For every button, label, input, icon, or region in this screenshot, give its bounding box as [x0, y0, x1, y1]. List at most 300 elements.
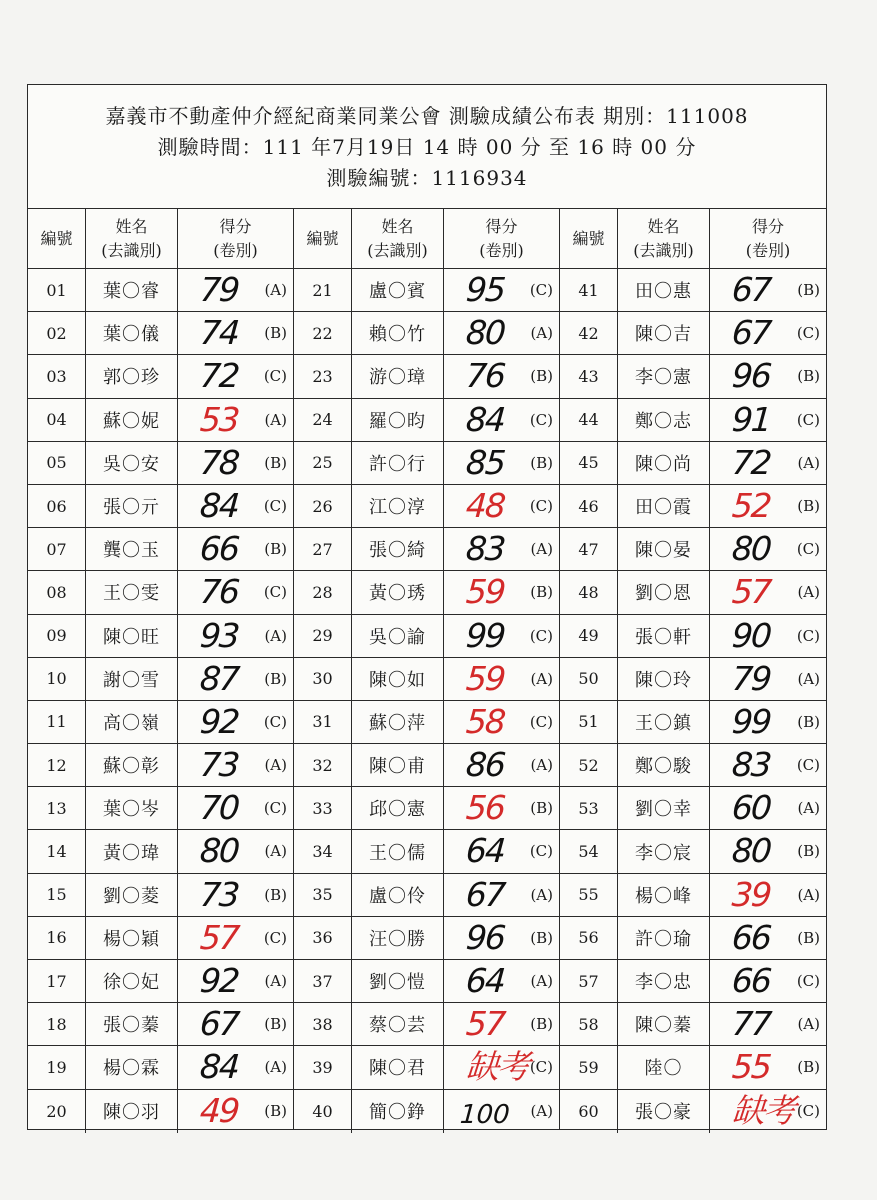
candidate-name: 劉〇愷	[352, 960, 444, 1002]
handwritten-score: 80	[464, 313, 506, 353]
table-row	[28, 615, 293, 658]
paper-type: (B)	[530, 799, 553, 818]
handwritten-score: 56	[464, 788, 506, 828]
handwritten-score: 55	[730, 1047, 772, 1087]
handwritten-score: 93	[198, 615, 240, 655]
paper-type: (C)	[796, 972, 820, 990]
row-number: 11	[28, 701, 86, 743]
score-cell	[178, 917, 293, 959]
row-number: 26	[294, 485, 352, 527]
score-cell	[710, 701, 826, 743]
table-row	[28, 787, 293, 830]
paper-type: (A)	[264, 1058, 287, 1077]
paper-type: (B)	[797, 712, 820, 731]
candidate-name: 楊〇穎	[86, 917, 178, 959]
handwritten-score: 59	[464, 572, 506, 612]
score-cell	[178, 485, 293, 527]
score-cell	[710, 960, 826, 1002]
handwritten-score: 95	[464, 270, 506, 309]
table-row	[28, 658, 293, 701]
candidate-name: 龔〇玉	[86, 528, 178, 570]
paper-type: (B)	[797, 1058, 820, 1077]
candidate-name: 劉〇幸	[618, 787, 710, 829]
row-number: 33	[294, 787, 352, 829]
row-number: 27	[294, 528, 352, 570]
paper-type: (C)	[263, 712, 287, 731]
candidate-name: 陳〇如	[352, 658, 444, 700]
score-column-block	[560, 209, 826, 1129]
score-cell	[178, 1003, 293, 1045]
handwritten-score: 67	[198, 1004, 240, 1044]
row-number: 47	[560, 528, 618, 570]
score-cell	[444, 960, 559, 1002]
row-number: 02	[28, 312, 86, 354]
score-cell	[710, 874, 826, 916]
handwritten-score: 100	[458, 1099, 511, 1130]
candidate-name: 游〇璋	[352, 355, 444, 397]
handwritten-score: 74	[198, 313, 240, 353]
row-number: 08	[28, 571, 86, 613]
table-row	[294, 269, 559, 312]
handwritten-score: 80	[198, 831, 240, 871]
row-number: 28	[294, 571, 352, 613]
table-row	[294, 442, 559, 485]
candidate-name: 賴〇竹	[352, 312, 444, 354]
candidate-name: 蔡〇芸	[352, 1003, 444, 1045]
handwritten-score: 99	[464, 615, 506, 655]
handwritten-score: 77	[730, 1004, 772, 1044]
sheet-header	[28, 85, 826, 209]
candidate-name: 陳〇晏	[618, 528, 710, 570]
row-number: 24	[294, 399, 352, 441]
paper-type: (C)	[796, 756, 820, 775]
paper-type: (C)	[796, 324, 820, 343]
handwritten-score: 57	[730, 572, 772, 612]
score-cell	[444, 312, 559, 354]
score-cell	[178, 355, 293, 397]
column-header-row	[294, 209, 559, 269]
candidate-name: 陳〇蓁	[618, 1003, 710, 1045]
paper-type: (B)	[797, 367, 820, 386]
handwritten-score: 64	[464, 961, 506, 1000]
table-row	[294, 399, 559, 442]
table-row	[28, 528, 293, 571]
handwritten-score: 73	[198, 874, 240, 914]
header-score-sub: (卷別)	[479, 240, 524, 260]
score-cell	[178, 442, 293, 484]
row-number: 07	[28, 528, 86, 570]
handwritten-score: 80	[730, 831, 772, 871]
score-sheet	[27, 84, 827, 1130]
score-cell	[178, 528, 293, 570]
row-number: 03	[28, 355, 86, 397]
table-row	[560, 312, 826, 355]
paper-type: (C)	[796, 626, 820, 645]
row-number: 15	[28, 874, 86, 916]
handwritten-score: 76	[464, 356, 506, 396]
score-cell	[444, 917, 559, 959]
header-num-label: 編號	[572, 228, 605, 248]
row-number: 50	[560, 658, 618, 700]
table-row	[294, 1046, 559, 1089]
paper-type: (A)	[797, 885, 820, 904]
handwritten-score: 80	[730, 529, 772, 569]
table-row	[294, 701, 559, 744]
score-column-block	[294, 209, 560, 1129]
row-number: 46	[560, 485, 618, 527]
score-cell	[710, 399, 826, 441]
paper-type: (A)	[797, 799, 820, 818]
paper-type: (C)	[529, 496, 553, 515]
candidate-name: 吳〇安	[86, 442, 178, 484]
candidate-name: 葉〇儀	[86, 312, 178, 354]
row-number: 60	[560, 1090, 618, 1133]
row-number: 51	[560, 701, 618, 743]
table-row	[560, 1090, 826, 1133]
table-row	[560, 571, 826, 614]
row-number: 59	[560, 1046, 618, 1088]
header-num-label: 編號	[306, 228, 339, 248]
table-row	[28, 917, 293, 960]
row-number: 23	[294, 355, 352, 397]
handwritten-score: 70	[198, 788, 240, 828]
table-row	[28, 485, 293, 528]
score-cell	[444, 1090, 559, 1133]
table-row	[28, 269, 293, 312]
score-cell	[710, 658, 826, 700]
handwritten-score: 76	[198, 572, 240, 612]
row-number: 14	[28, 830, 86, 872]
handwritten-score: 67	[730, 313, 772, 353]
handwritten-score: 67	[730, 270, 772, 309]
candidate-name: 陳〇旺	[86, 615, 178, 657]
score-cell	[710, 571, 826, 613]
paper-type: (A)	[264, 972, 287, 990]
score-cell	[710, 1003, 826, 1045]
row-number: 49	[560, 615, 618, 657]
row-number: 19	[28, 1046, 86, 1088]
header-name-label: 姓名	[115, 216, 148, 236]
paper-type: (C)	[529, 626, 553, 645]
score-cell	[710, 615, 826, 657]
header-score	[444, 209, 559, 268]
handwritten-score: 59	[464, 658, 506, 698]
score-cell	[444, 615, 559, 657]
score-cell	[444, 744, 559, 786]
paper-type: (C)	[529, 410, 553, 429]
paper-type: (A)	[530, 540, 553, 559]
score-grid	[28, 209, 826, 1129]
paper-type: (C)	[796, 1101, 820, 1120]
paper-type: (B)	[797, 281, 820, 299]
table-row	[294, 658, 559, 701]
paper-type: (A)	[264, 756, 287, 775]
header-score-label: 得分	[485, 216, 518, 236]
candidate-name: 李〇憲	[618, 355, 710, 397]
table-row	[560, 830, 826, 873]
handwritten-score: 49	[198, 1090, 240, 1130]
row-number: 01	[28, 269, 86, 311]
row-number: 35	[294, 874, 352, 916]
handwritten-score: 60	[730, 788, 772, 828]
exam-time: 測驗時間：111 年7月19日 14 時 00 分 至 16 時 00 分	[157, 135, 697, 159]
table-row	[28, 960, 293, 1003]
score-cell	[444, 269, 559, 311]
table-row	[294, 830, 559, 873]
header-name-label: 姓名	[647, 216, 680, 236]
candidate-name: 劉〇恩	[618, 571, 710, 613]
row-number: 56	[560, 917, 618, 959]
candidate-name: 王〇儒	[352, 830, 444, 872]
table-row	[560, 355, 826, 398]
score-cell	[444, 442, 559, 484]
header-num	[294, 209, 352, 268]
candidate-name: 羅〇昀	[352, 399, 444, 441]
column-header-row	[560, 209, 826, 269]
table-row	[294, 312, 559, 355]
table-row	[28, 1046, 293, 1089]
paper-type: (A)	[530, 972, 553, 990]
row-number: 09	[28, 615, 86, 657]
handwritten-score: 52	[730, 485, 772, 525]
row-number: 18	[28, 1003, 86, 1045]
header-name-sub: (去識別)	[101, 240, 162, 260]
header-num-label: 編號	[40, 228, 73, 248]
paper-type: (A)	[797, 583, 820, 602]
paper-type: (B)	[530, 583, 553, 602]
paper-type: (A)	[530, 669, 553, 688]
paper-type: (C)	[529, 281, 553, 299]
table-row	[294, 528, 559, 571]
paper-type: (B)	[797, 842, 820, 861]
table-row	[28, 701, 293, 744]
paper-type: (A)	[264, 842, 287, 861]
score-cell	[178, 615, 293, 657]
handwritten-score: 99	[730, 701, 772, 741]
handwritten-score: 92	[198, 701, 240, 741]
table-row	[560, 701, 826, 744]
table-row	[294, 571, 559, 614]
table-row	[560, 1046, 826, 1089]
paper-type: (C)	[263, 583, 287, 602]
paper-type: (B)	[530, 367, 553, 386]
handwritten-score: 67	[464, 874, 506, 914]
handwritten-score: 79	[198, 270, 240, 309]
row-number: 41	[560, 269, 618, 311]
score-cell	[178, 1046, 293, 1088]
candidate-name: 邱〇憲	[352, 787, 444, 829]
candidate-name: 黃〇瑋	[86, 830, 178, 872]
candidate-name: 張〇綺	[352, 528, 444, 570]
score-cell	[710, 830, 826, 872]
score-cell	[710, 528, 826, 570]
header-name	[352, 209, 444, 268]
header-score-sub: (卷別)	[213, 240, 258, 260]
header-score-label: 得分	[219, 216, 252, 236]
header-num	[28, 209, 86, 268]
candidate-name: 蘇〇萍	[352, 701, 444, 743]
paper-type: (A)	[264, 410, 287, 429]
handwritten-score: 72	[198, 356, 240, 396]
handwritten-score: 72	[730, 442, 772, 482]
table-row	[294, 917, 559, 960]
paper-type: (B)	[797, 928, 820, 947]
score-column-block	[28, 209, 294, 1129]
row-number: 39	[294, 1046, 352, 1088]
table-row	[28, 744, 293, 787]
paper-type: (B)	[530, 928, 553, 947]
column-header-row	[28, 209, 293, 269]
table-row	[294, 355, 559, 398]
score-cell	[710, 355, 826, 397]
table-row	[294, 874, 559, 917]
header-num	[560, 209, 618, 268]
handwritten-score: 92	[198, 961, 240, 1000]
candidate-name: 張〇亓	[86, 485, 178, 527]
table-row	[294, 485, 559, 528]
paper-type: (C)	[263, 799, 287, 818]
header-score	[178, 209, 293, 268]
candidate-name: 田〇霞	[618, 485, 710, 527]
handwritten-score: 缺考	[730, 1090, 796, 1130]
handwritten-score: 缺考	[464, 1047, 530, 1087]
paper-type: (A)	[797, 453, 820, 472]
paper-type: (C)	[529, 1058, 553, 1077]
score-cell	[710, 312, 826, 354]
score-cell	[178, 874, 293, 916]
candidate-name: 葉〇睿	[86, 269, 178, 311]
row-number: 22	[294, 312, 352, 354]
candidate-name: 盧〇伶	[352, 874, 444, 916]
handwritten-score: 73	[198, 745, 240, 785]
handwritten-score: 57	[464, 1004, 506, 1044]
score-cell	[710, 442, 826, 484]
paper-type: (B)	[264, 324, 287, 343]
table-row	[28, 442, 293, 485]
candidate-name: 徐〇妃	[86, 960, 178, 1002]
row-number: 40	[294, 1090, 352, 1133]
handwritten-score: 83	[464, 529, 506, 569]
handwritten-score: 84	[464, 399, 506, 439]
table-row	[294, 744, 559, 787]
paper-type: (A)	[264, 281, 287, 299]
table-row	[560, 917, 826, 960]
candidate-name: 王〇雯	[86, 571, 178, 613]
candidate-name: 張〇蓁	[86, 1003, 178, 1045]
row-number: 43	[560, 355, 618, 397]
table-row	[28, 1090, 293, 1133]
table-row	[28, 571, 293, 614]
row-number: 31	[294, 701, 352, 743]
candidate-name: 高〇嶺	[86, 701, 178, 743]
handwritten-score: 48	[464, 485, 506, 525]
candidate-name: 陳〇吉	[618, 312, 710, 354]
header-name	[618, 209, 710, 268]
paper-type: (A)	[797, 1015, 820, 1034]
paper-type: (B)	[264, 453, 287, 472]
table-row	[560, 1003, 826, 1046]
row-number: 06	[28, 485, 86, 527]
paper-type: (C)	[796, 410, 820, 429]
candidate-name: 鄭〇駿	[618, 744, 710, 786]
paper-type: (B)	[264, 540, 287, 559]
candidate-name: 王〇鎮	[618, 701, 710, 743]
candidate-name: 盧〇賓	[352, 269, 444, 311]
paper-type: (C)	[263, 496, 287, 515]
header-name-sub: (去識別)	[633, 240, 694, 260]
table-row	[28, 830, 293, 873]
score-cell	[444, 830, 559, 872]
paper-type: (A)	[797, 669, 820, 688]
row-number: 29	[294, 615, 352, 657]
row-number: 21	[294, 269, 352, 311]
row-number: 57	[560, 960, 618, 1002]
paper-type: (B)	[264, 1015, 287, 1034]
paper-type: (C)	[529, 712, 553, 731]
paper-type: (A)	[530, 756, 553, 775]
table-row	[560, 787, 826, 830]
candidate-name: 楊〇峰	[618, 874, 710, 916]
candidate-name: 楊〇霖	[86, 1046, 178, 1088]
row-number: 38	[294, 1003, 352, 1045]
score-cell	[710, 485, 826, 527]
score-cell	[710, 1046, 826, 1088]
handwritten-score: 91	[730, 399, 772, 439]
row-number: 45	[560, 442, 618, 484]
handwritten-score: 66	[730, 961, 772, 1000]
paper-type: (C)	[263, 928, 287, 947]
score-cell	[178, 399, 293, 441]
handwritten-score: 66	[198, 529, 240, 569]
handwritten-score: 87	[198, 658, 240, 698]
score-cell	[178, 701, 293, 743]
score-cell	[444, 355, 559, 397]
paper-type: (C)	[796, 540, 820, 559]
handwritten-score: 84	[198, 485, 240, 525]
score-cell	[178, 787, 293, 829]
score-cell	[178, 658, 293, 700]
paper-type: (A)	[530, 885, 553, 904]
candidate-name: 張〇軒	[618, 615, 710, 657]
row-number: 52	[560, 744, 618, 786]
paper-type: (B)	[797, 496, 820, 515]
candidate-name: 許〇瑜	[618, 917, 710, 959]
row-number: 32	[294, 744, 352, 786]
table-row	[560, 399, 826, 442]
paper-type: (A)	[530, 324, 553, 343]
row-number: 10	[28, 658, 86, 700]
score-cell	[444, 874, 559, 916]
score-cell	[178, 312, 293, 354]
sheet-title: 嘉義市不動產仲介經紀商業同業公會 測驗成績公布表 期別：111008	[105, 104, 749, 128]
handwritten-score: 58	[464, 701, 506, 741]
candidate-name: 謝〇雪	[86, 658, 178, 700]
score-cell	[444, 485, 559, 527]
paper-type: (A)	[530, 1101, 553, 1120]
paper-type: (B)	[264, 669, 287, 688]
handwritten-score: 66	[730, 917, 772, 957]
score-cell	[178, 571, 293, 613]
handwritten-score: 39	[730, 874, 772, 914]
candidate-name: 鄭〇志	[618, 399, 710, 441]
candidate-name: 陳〇君	[352, 1046, 444, 1088]
candidate-name: 陳〇甫	[352, 744, 444, 786]
table-row	[294, 615, 559, 658]
handwritten-score: 85	[464, 442, 506, 482]
table-row	[294, 960, 559, 1003]
handwritten-score: 53	[198, 399, 240, 439]
candidate-name: 陳〇尚	[618, 442, 710, 484]
